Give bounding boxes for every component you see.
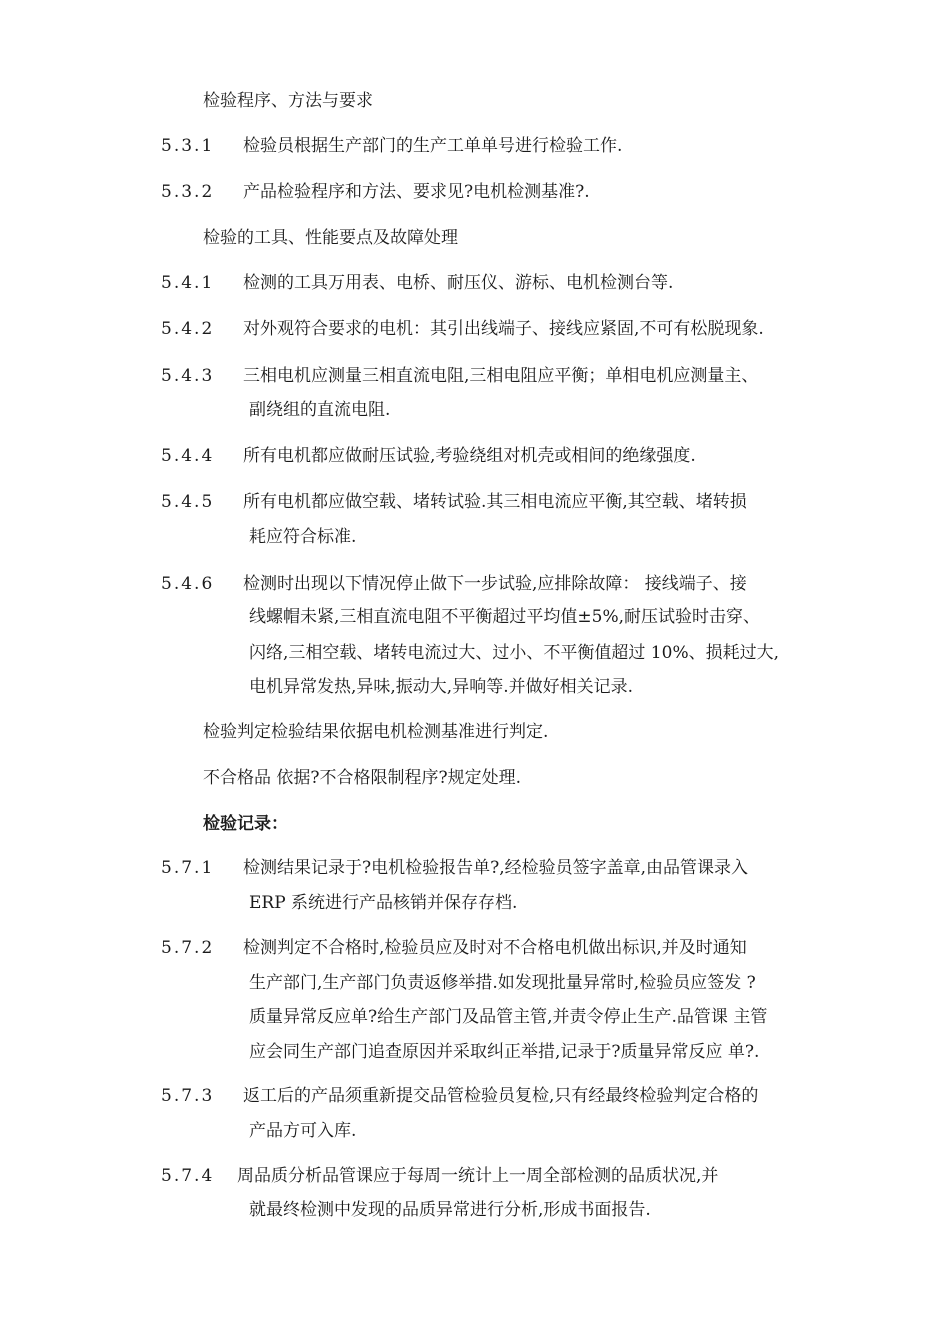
clause-text-5-4-3-line-1: 三相电机应测量三相直流电阻,三相电阻应平衡；单相电机应测量主、	[243, 366, 759, 386]
clause-number-5-4-5: 5.4.5	[161, 492, 215, 512]
nonconforming-product-paragraph: 不合格品 依据?不合格限制程序?规定处理.	[203, 768, 522, 788]
clause-text-5-4-3-line-2: 副绕组的直流电阻.	[249, 400, 391, 420]
clause-number-5-7-4: 5.7.4	[161, 1166, 215, 1186]
clause-text-5-7-3-line-2: 产品方可入库.	[249, 1121, 357, 1141]
clause-number-5-7-3: 5.7.3	[161, 1086, 215, 1106]
section-heading-records: 检验记录：	[203, 814, 288, 834]
clause-number-5-3-1: 5.3.1	[161, 136, 215, 156]
clause-number-5-3-2: 5.3.2	[161, 182, 215, 202]
clause-text-5-3-2: 产品检验程序和方法、要求见?电机检测基准?.	[243, 182, 590, 202]
clause-text-5-7-2-line-4: 应会同生产部门追查原因并采取纠正举措,记录于?质量异常反应 单?.	[249, 1042, 760, 1062]
clause-text-5-4-6-line-1: 检测时出现以下情况停止做下一步试验,应排除故障： 接线端子、接	[243, 574, 747, 594]
clause-number-5-4-1: 5.4.1	[161, 273, 215, 293]
clause-text-5-7-1-line-2: ERP 系统进行产品核销并保存存档.	[249, 893, 518, 913]
section-heading-tools: 检验的工具、性能要点及故障处理	[203, 228, 458, 248]
clause-number-5-7-2: 5.7.2	[161, 938, 215, 958]
clause-number-5-4-6: 5.4.6	[161, 574, 215, 594]
clause-text-5-4-6-line-4: 电机异常发热,异味,振动大,异响等.并做好相关记录.	[249, 677, 634, 697]
clause-text-5-4-5-line-1: 所有电机都应做空载、堵转试验.其三相电流应平衡,其空载、堵转损	[243, 492, 747, 512]
clause-text-5-7-2-line-3: 质量异常反应单?给生产部门及品管主管,并责令停止生产.品管课 主管	[249, 1007, 768, 1027]
clause-text-5-7-4-line-1: 周品质分析品管课应于每周一统计上一周全部检测的品质状况,并	[237, 1166, 719, 1186]
clause-text-5-4-1: 检测的工具万用表、电桥、耐压仪、游标、电机检测台等.	[243, 273, 674, 293]
clause-text-5-4-5-line-2: 耗应符合标准.	[249, 527, 357, 547]
section-heading-procedure: 检验程序、方法与要求	[203, 91, 373, 111]
clause-text-5-4-6-line-3: 闪络,三相空载、堵转电流过大、过小、不平衡值超过 10%、损耗过大,	[249, 643, 779, 663]
clause-text-5-7-3-line-1: 返工后的产品须重新提交品管检验员复检,只有经最终检验判定合格的	[243, 1086, 759, 1106]
clause-number-5-4-2: 5.4.2	[161, 319, 215, 339]
clause-text-5-3-1: 检验员根据生产部门的生产工单单号进行检验工作.	[243, 136, 623, 156]
clause-text-5-7-1-line-1: 检测结果记录于?电机检验报告单?,经检验员签字盖章,由品管课录入	[243, 858, 749, 878]
clause-text-5-4-2: 对外观符合要求的电机：其引出线端子、接线应紧固,不可有松脱现象.	[243, 319, 764, 339]
clause-number-5-4-3: 5.4.3	[161, 366, 215, 386]
clause-text-5-7-4-line-2: 就最终检测中发现的品质异常进行分析,形成书面报告.	[249, 1200, 651, 1220]
inspection-judgement-paragraph: 检验判定检验结果依据电机检测基准进行判定.	[203, 722, 549, 742]
clause-number-5-4-4: 5.4.4	[161, 446, 215, 466]
clause-text-5-4-6-line-2: 线螺帽未紧,三相直流电阻不平衡超过平均值±5%,耐压试验时击穿、	[249, 607, 761, 627]
clause-text-5-7-2-line-1: 检测判定不合格时,检验员应及时对不合格电机做出标识,并及时通知	[243, 938, 747, 958]
clause-text-5-7-2-line-2: 生产部门,生产部门负责返修举措.如发现批量异常时,检验员应签发 ?	[249, 973, 756, 993]
clause-number-5-7-1: 5.7.1	[161, 858, 215, 878]
clause-text-5-4-4: 所有电机都应做耐压试验,考验绕组对机壳或相间的绝缘强度.	[243, 446, 696, 466]
